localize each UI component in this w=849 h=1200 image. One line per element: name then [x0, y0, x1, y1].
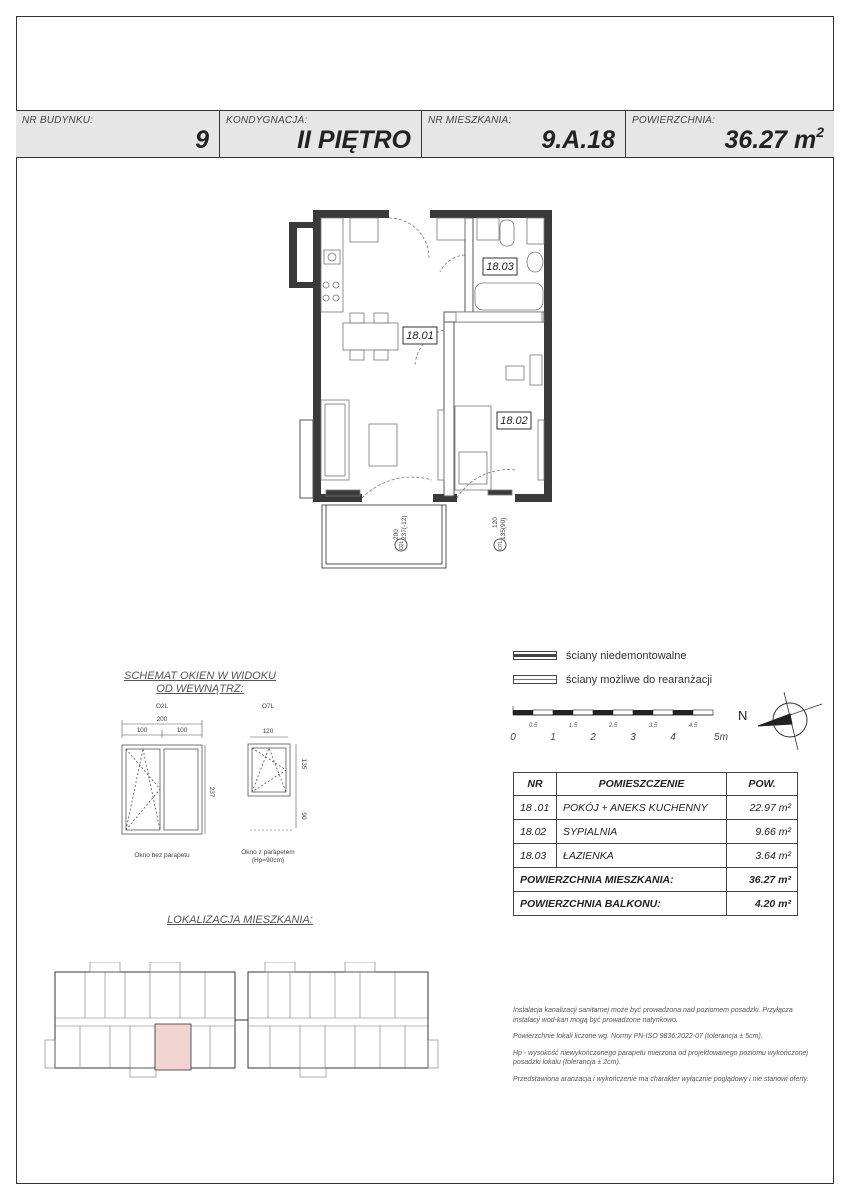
scale-bar — [505, 702, 748, 746]
building-value: 9 — [195, 126, 209, 154]
kitchen — [321, 218, 398, 360]
total-flat-value: 36.27 m² — [727, 868, 798, 892]
north-arrow-icon — [756, 688, 826, 752]
w2-width: 120 — [262, 728, 274, 735]
win2-dim-a: 120 — [492, 517, 499, 528]
w1-caption: Okno bez parapetu — [134, 852, 190, 859]
total-balcony-value: 4.20 m² — [727, 892, 798, 916]
area-number: 36.27 m — [724, 126, 817, 154]
balcony — [322, 505, 446, 568]
window-o7l-drawing — [248, 744, 290, 796]
room-label-18-03: 18.03 — [486, 261, 514, 273]
header-bar — [16, 110, 834, 158]
room-label-18-02: 18.02 — [500, 415, 528, 427]
building-label: NR BUDYNKU: — [22, 115, 94, 126]
flat-value: 9.A.18 — [541, 126, 615, 154]
legend-movable-label: ściany możliwe do rearanżacji — [566, 674, 713, 686]
row-nr: 18 .01 — [514, 796, 557, 820]
w2-code: O7L — [261, 703, 275, 710]
w2-sill: 90 — [300, 812, 307, 820]
rooms-table — [513, 772, 798, 916]
north-label: N — [738, 708, 748, 723]
win2-dim-b: 135(90) — [500, 517, 507, 540]
table-row — [514, 796, 798, 820]
w1-right: 100 — [176, 727, 188, 734]
note: Instalacja kanalizacji sanitarnej może być prowadzona nad poziomem posadzki. Przyłącza instalacji wod-kan mogą być prowadzone natynkowo. — [513, 1007, 793, 1024]
scale-minor: 4.5 — [688, 723, 698, 729]
area-unit-sup: 2 — [816, 124, 824, 140]
scale-major: 2 — [590, 732, 596, 743]
win1-tag: O2L — [399, 540, 405, 550]
row-area: 9.66 m² — [727, 820, 798, 844]
row-nr: 18.02 — [514, 820, 557, 844]
legend-swatch-movable — [513, 675, 557, 684]
floor-label: KONDYGNACJA: — [226, 115, 308, 126]
table-header-row — [514, 773, 798, 796]
note: Przedstawiona aranżacja i wykończenie ma charakter wyłącznie poglądowy i nie stanowi oferty. — [513, 1075, 809, 1083]
scale-minor: 2.5 — [608, 723, 618, 729]
floor-cell — [220, 111, 422, 157]
scale-major: 0 — [510, 732, 516, 743]
w1-left: 100 — [136, 727, 148, 734]
window-o2l-drawing — [122, 745, 202, 834]
row-area: 3.64 m² — [727, 844, 798, 868]
w1-code: O2L — [155, 703, 169, 710]
note: Hp - wysokość niewykończonego parapetu mierzona od projektowanego poziomu wykończonej posadzki lokalu (tolerancja ± 2cm). — [513, 1049, 808, 1066]
highlighted-unit — [155, 1024, 191, 1070]
floor-value: II PIĘTRO — [297, 126, 411, 154]
windows-scheme-title — [100, 670, 300, 696]
row-name: ŁAZIENKA — [557, 844, 727, 868]
side-window — [300, 420, 313, 498]
total-balcony-row — [514, 892, 798, 916]
note: Powierzchnie lokali liczone wg. Normy PN-ISO 9836:2022-07 (tolerancja ± 5cm). — [513, 1033, 763, 1040]
col-nr: NR — [514, 773, 557, 796]
table-row — [514, 844, 798, 868]
total-balcony-label: POWIERZCHNIA BALKONU: — [514, 892, 727, 916]
w1-total: 200 — [156, 716, 168, 723]
room-label-18-01: 18.01 — [406, 330, 434, 342]
building-location-plan — [44, 962, 440, 1080]
living-furniture — [321, 400, 444, 496]
col-room: POMIESZCZENIE — [557, 773, 727, 796]
windows-scheme-title-1: SCHEMAT OKIEN W WIDOKU — [124, 670, 276, 682]
flat-label: NR MIESZKANIA: — [428, 115, 512, 126]
w2-caption-1: Okno z parapetem — [241, 849, 295, 856]
win2-tag: O7L — [498, 540, 504, 550]
outer-walls — [289, 210, 552, 502]
scale-minor: 0.5 — [528, 723, 538, 729]
floor-plan — [280, 190, 570, 580]
row-name: SYPIALNIA — [557, 820, 727, 844]
scale-major: 1 — [550, 732, 556, 743]
window-tags — [393, 515, 507, 551]
total-flat-row — [514, 868, 798, 892]
total-flat-label: POWIERZCHNIA MIESZKANIA: — [514, 868, 727, 892]
row-nr: 18.03 — [514, 844, 557, 868]
legend-swatch-fixed — [513, 651, 557, 660]
scale-minor: 1.5 — [568, 723, 578, 729]
area-label: POWIERZCHNIA: — [632, 115, 716, 126]
legend-fixed-label: ściany niedemontowalne — [566, 650, 687, 662]
area-value — [724, 126, 824, 155]
notes — [513, 1006, 813, 1091]
area-cell — [626, 111, 834, 157]
win1-dim-a: 200 — [393, 529, 400, 540]
win1-dim-b: 237(-12) — [401, 515, 408, 540]
building-cell — [16, 111, 220, 157]
scale-minor: 3.5 — [648, 723, 658, 729]
row-name: POKÓJ + ANEKS KUCHENNY — [557, 796, 727, 820]
scale-major: 4 — [670, 732, 676, 743]
w2-height: 135 — [300, 758, 307, 770]
table-row — [514, 820, 798, 844]
scale-major: 3 — [630, 732, 636, 743]
col-area: POW. — [727, 773, 798, 796]
windows-scheme — [110, 700, 330, 880]
windows-scheme-title-2: OD WEWNĄTRZ: — [156, 683, 244, 695]
w1-height: 237 — [208, 786, 215, 798]
flat-cell — [422, 111, 626, 157]
location-title: LOKALIZACJA MIESZKANIA: — [167, 914, 313, 926]
w2-caption-2: (Hp=90cm) — [251, 857, 285, 864]
row-area: 22.97 m² — [727, 796, 798, 820]
scale-major: 5m — [714, 732, 728, 743]
